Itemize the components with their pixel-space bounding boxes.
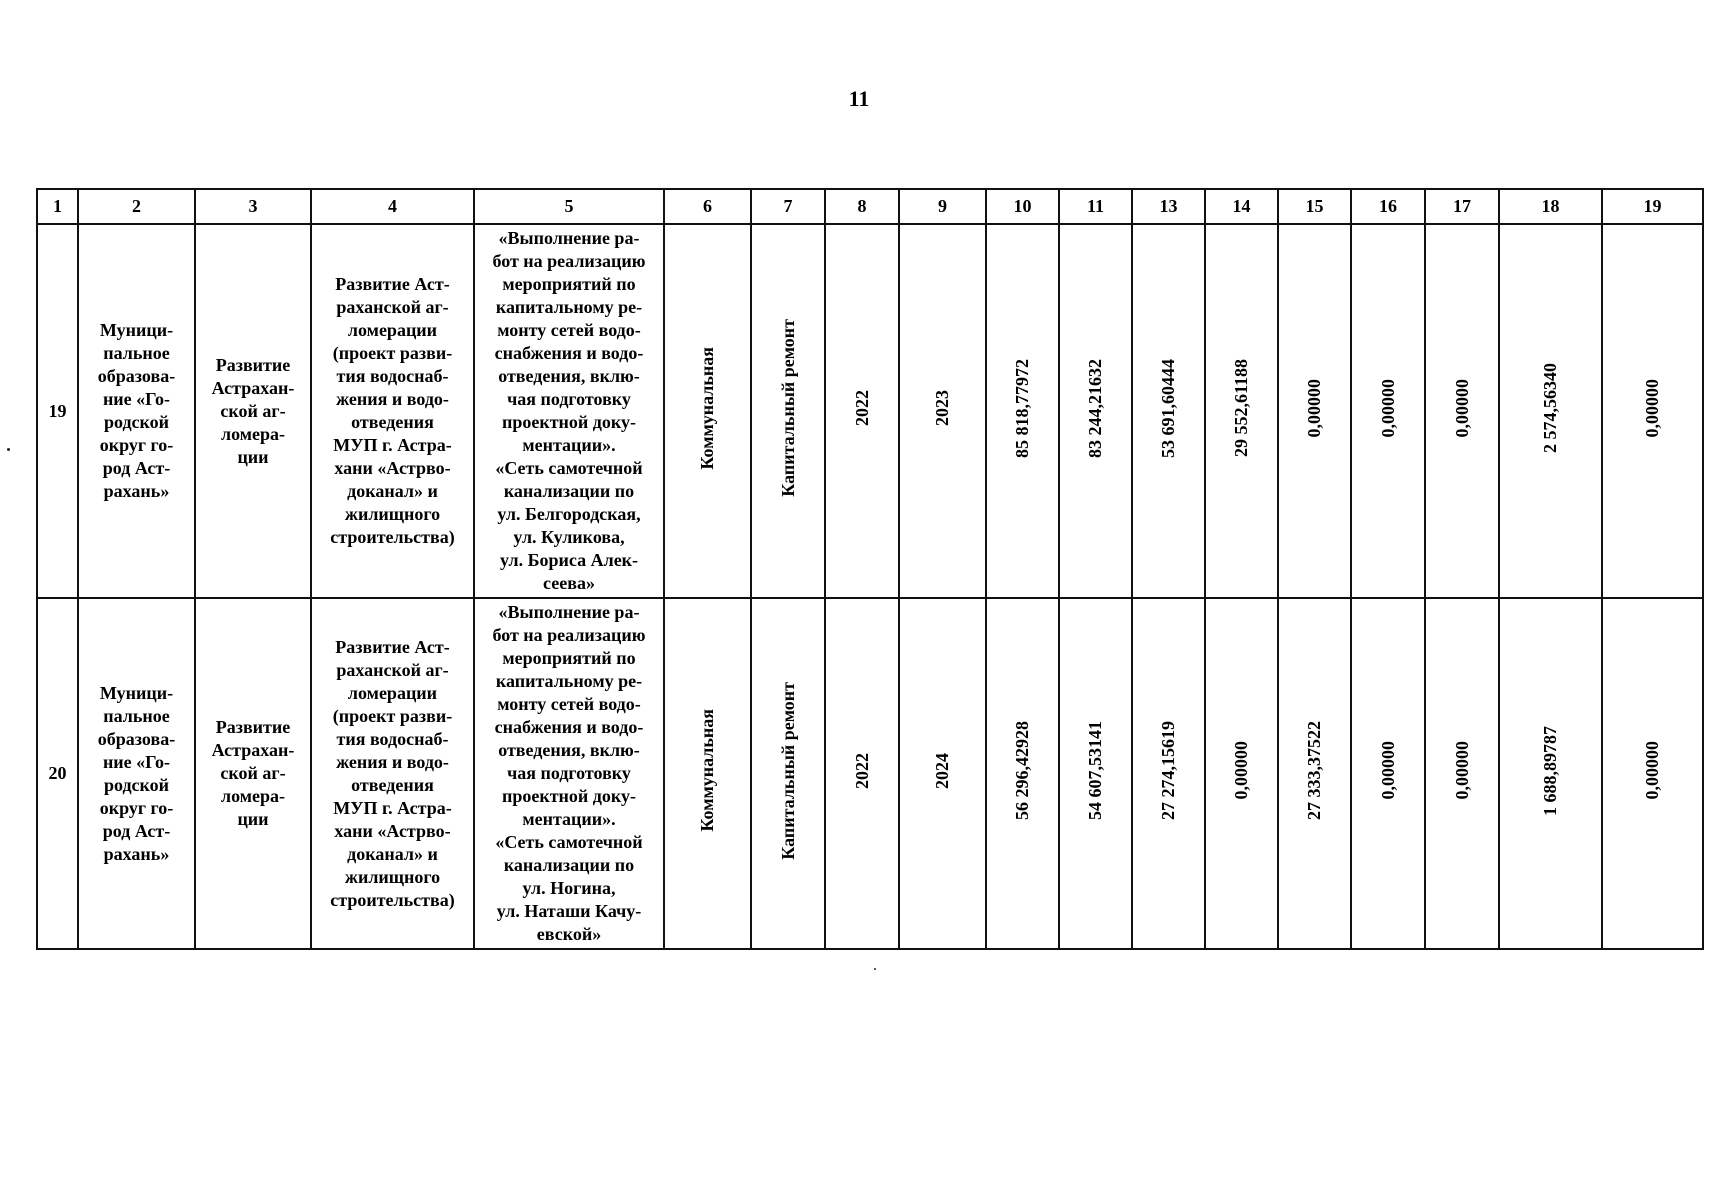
value-cell xyxy=(1205,598,1278,949)
cell-line: рахань» xyxy=(103,843,170,864)
cell-line: чая подготовку xyxy=(507,389,631,409)
cell-line: жилищного xyxy=(344,504,441,524)
cell-line: монту сетей водо- xyxy=(497,320,641,340)
cell-line: сеева» xyxy=(543,573,595,593)
cell-line: ние «Го- xyxy=(102,751,171,772)
row-number: 19 xyxy=(37,224,78,598)
column-header: 19 xyxy=(1602,189,1703,224)
value-text: 54 607,53141 xyxy=(1085,721,1105,820)
project-cell xyxy=(195,224,311,598)
end-year-cell xyxy=(899,224,986,598)
value-cell xyxy=(1205,224,1278,598)
cell-line: рахань» xyxy=(103,481,170,501)
cell-line: ул. Ногина, xyxy=(522,878,616,898)
table-row xyxy=(37,598,1703,949)
cell-line: снабжения и водо- xyxy=(494,343,644,363)
cell-line: «Сеть самотечной xyxy=(495,832,643,852)
cell-line: мероприятий по xyxy=(502,274,636,294)
cell-line: отведения xyxy=(351,412,434,432)
work-type-text: Капитальный ремонт xyxy=(777,681,798,860)
scan-speck xyxy=(874,968,876,970)
value-text: 27 333,37522 xyxy=(1304,721,1324,820)
cell-line: тия водоснаб- xyxy=(336,366,449,386)
cell-line: капитальному ре- xyxy=(495,297,643,317)
value-cell xyxy=(1602,598,1703,949)
cell-line: Развитие Аст- xyxy=(335,274,450,294)
cell-line: снабжения и водо- xyxy=(494,717,644,737)
column-header: 4 xyxy=(311,189,474,224)
value-text: 53 691,60444 xyxy=(1158,358,1178,458)
cell-line: отведения, вклю- xyxy=(498,740,640,760)
value-text: 29 552,61188 xyxy=(1231,358,1251,457)
cell-line: канализации по xyxy=(503,855,635,875)
column-header: 15 xyxy=(1278,189,1351,224)
cell-line: ментации». xyxy=(522,435,616,455)
value-cell xyxy=(1499,598,1602,949)
scan-speck xyxy=(7,448,10,451)
cell-line: родской xyxy=(103,412,170,432)
value-text: 85 818,77972 xyxy=(1012,358,1032,458)
cell-line: ломера- xyxy=(220,423,285,444)
value-cell xyxy=(1425,224,1499,598)
column-header: 9 xyxy=(899,189,986,224)
cell-line: Развитие xyxy=(215,354,291,375)
cell-line: отведения, вклю- xyxy=(498,366,640,386)
cell-line: ской аг- xyxy=(220,400,286,421)
value-text: 0,00000 xyxy=(1642,378,1662,438)
cell-line: «Сеть самотечной xyxy=(495,458,643,478)
sphere-cell xyxy=(664,598,751,949)
cell-line: канализации по xyxy=(503,481,635,501)
cell-line: Муници- xyxy=(99,320,174,340)
column-header: 2 xyxy=(78,189,195,224)
cell-line: «Выполнение ра- xyxy=(498,228,640,248)
cell-line: бот на реализацию xyxy=(492,625,646,645)
program-cell xyxy=(311,598,474,949)
project-cell xyxy=(195,598,311,949)
value-text: 27 274,15619 xyxy=(1158,721,1178,820)
start-year-cell xyxy=(825,224,899,598)
end-year-text: 2024 xyxy=(932,752,952,789)
cell-line: ции xyxy=(237,446,269,467)
cell-line: Развитие Аст- xyxy=(335,636,450,657)
cell-line: жилищного xyxy=(344,866,441,887)
cell-line: Муници- xyxy=(99,682,174,703)
value-cell xyxy=(1425,598,1499,949)
municipality-cell xyxy=(78,598,195,949)
value-text: 1 688,89787 xyxy=(1540,725,1560,816)
cell-line: ции xyxy=(237,809,269,829)
cell-line: МУП г. Астра- xyxy=(333,797,452,818)
cell-line: раханской аг- xyxy=(336,659,449,680)
cell-line: хани «Астрво- xyxy=(334,820,451,841)
work-type-text: Капитальный ремонт xyxy=(777,319,798,497)
cell-line: капитальному ре- xyxy=(495,671,643,691)
column-header: 17 xyxy=(1425,189,1499,224)
cell-line: мероприятий по xyxy=(502,648,636,668)
value-text: 0,00000 xyxy=(1451,378,1472,438)
value-cell xyxy=(1278,598,1351,949)
cell-line: тия водоснаб- xyxy=(336,728,449,749)
cell-line: пальное xyxy=(103,705,170,726)
row-number: 20 xyxy=(37,598,78,949)
value-cell xyxy=(986,224,1059,598)
sphere-text: Коммунальная xyxy=(697,709,717,832)
start-year-cell xyxy=(825,598,899,949)
cell-line: родской xyxy=(103,774,170,795)
value-text: 0,00000 xyxy=(1377,741,1398,800)
end-year-text: 2023 xyxy=(932,390,952,426)
cell-line: проектной доку- xyxy=(501,786,637,806)
value-text: 0,00000 xyxy=(1451,741,1472,800)
cell-line: ломерации xyxy=(347,682,438,703)
cell-line: ломера- xyxy=(220,786,285,806)
cell-line: (проект разви- xyxy=(332,705,453,726)
cell-line: строительства) xyxy=(330,889,455,910)
value-cell xyxy=(1351,598,1425,949)
cell-line: округ го- xyxy=(99,797,174,818)
cell-line: Астрахан- xyxy=(211,740,295,760)
cell-line: раханской аг- xyxy=(336,297,449,317)
cell-line: хани «Астрво- xyxy=(334,458,451,478)
column-header: 8 xyxy=(825,189,899,224)
cell-line: «Выполнение ра- xyxy=(498,602,640,622)
page-number: 11 xyxy=(848,86,870,111)
column-header: 1 xyxy=(37,189,78,224)
work-type-cell xyxy=(751,598,825,949)
object-cell xyxy=(474,224,664,598)
cell-line: Развитие xyxy=(215,717,291,737)
cell-line: жения и водо- xyxy=(336,389,449,409)
value-cell xyxy=(1602,224,1703,598)
object-cell xyxy=(474,598,664,949)
value-text: 0,00000 xyxy=(1377,378,1398,438)
column-header: 14 xyxy=(1205,189,1278,224)
cell-line: Астрахан- xyxy=(211,377,295,398)
cell-line: евской» xyxy=(536,924,602,944)
column-header: 5 xyxy=(474,189,664,224)
value-cell xyxy=(1059,224,1132,598)
table-row xyxy=(37,224,1703,598)
cell-line: ние «Го- xyxy=(102,389,171,409)
value-cell xyxy=(1499,224,1602,598)
cell-line: монту сетей водо- xyxy=(497,694,641,714)
cell-line: проектной доку- xyxy=(501,412,637,432)
value-text: 0,00000 xyxy=(1642,741,1662,800)
cell-line: доканал» и xyxy=(347,843,438,864)
cell-line: ул. Наташи Качу- xyxy=(496,901,642,921)
cell-line: образова- xyxy=(97,728,176,749)
cell-line: пальное xyxy=(103,343,170,363)
cell-line: МУП г. Астра- xyxy=(333,435,452,455)
column-header: 10 xyxy=(986,189,1059,224)
cell-line: бот на реализацию xyxy=(492,251,646,271)
column-header: 11 xyxy=(1059,189,1132,224)
data-table xyxy=(36,188,1704,950)
column-header: 16 xyxy=(1351,189,1425,224)
cell-line: образова- xyxy=(97,366,176,386)
value-text: 83 244,21632 xyxy=(1085,358,1105,458)
value-text: 0,00000 xyxy=(1231,741,1251,800)
column-header: 13 xyxy=(1132,189,1205,224)
cell-line: ул. Белгородская, xyxy=(497,504,641,524)
column-header: 3 xyxy=(195,189,311,224)
work-type-cell xyxy=(751,224,825,598)
cell-line: род Аст- xyxy=(102,820,171,841)
value-cell xyxy=(986,598,1059,949)
column-header: 18 xyxy=(1499,189,1602,224)
value-cell xyxy=(1278,224,1351,598)
value-cell xyxy=(1059,598,1132,949)
column-header: 6 xyxy=(664,189,751,224)
cell-line: ментации». xyxy=(522,809,616,829)
value-text: 56 296,42928 xyxy=(1012,721,1032,820)
cell-line: ской аг- xyxy=(220,763,286,783)
column-header: 7 xyxy=(751,189,825,224)
sphere-text: Коммунальная xyxy=(697,346,717,470)
cell-line: доканал» и xyxy=(347,481,438,501)
start-year-text: 2022 xyxy=(851,752,872,789)
cell-line: ломерации xyxy=(347,320,438,340)
value-text: 0,00000 xyxy=(1304,378,1324,438)
value-cell xyxy=(1132,598,1205,949)
cell-line: округ го- xyxy=(99,435,174,455)
cell-line: жения и водо- xyxy=(336,751,449,772)
end-year-cell xyxy=(899,598,986,949)
sphere-cell xyxy=(664,224,751,598)
cell-line: ул. Куликова, xyxy=(513,527,625,547)
cell-line: строительства) xyxy=(330,527,455,547)
start-year-text: 2022 xyxy=(851,390,872,426)
cell-line: род Аст- xyxy=(102,458,171,478)
cell-line: (проект разви- xyxy=(332,343,453,363)
cell-line: чая подготовку xyxy=(507,763,631,783)
cell-line: ул. Бориса Алек- xyxy=(499,550,639,570)
municipality-cell xyxy=(78,224,195,598)
program-cell xyxy=(311,224,474,598)
value-text: 2 574,56340 xyxy=(1540,363,1560,453)
value-cell xyxy=(1351,224,1425,598)
cell-line: отведения xyxy=(351,774,434,795)
header-row xyxy=(37,189,1703,224)
value-cell xyxy=(1132,224,1205,598)
